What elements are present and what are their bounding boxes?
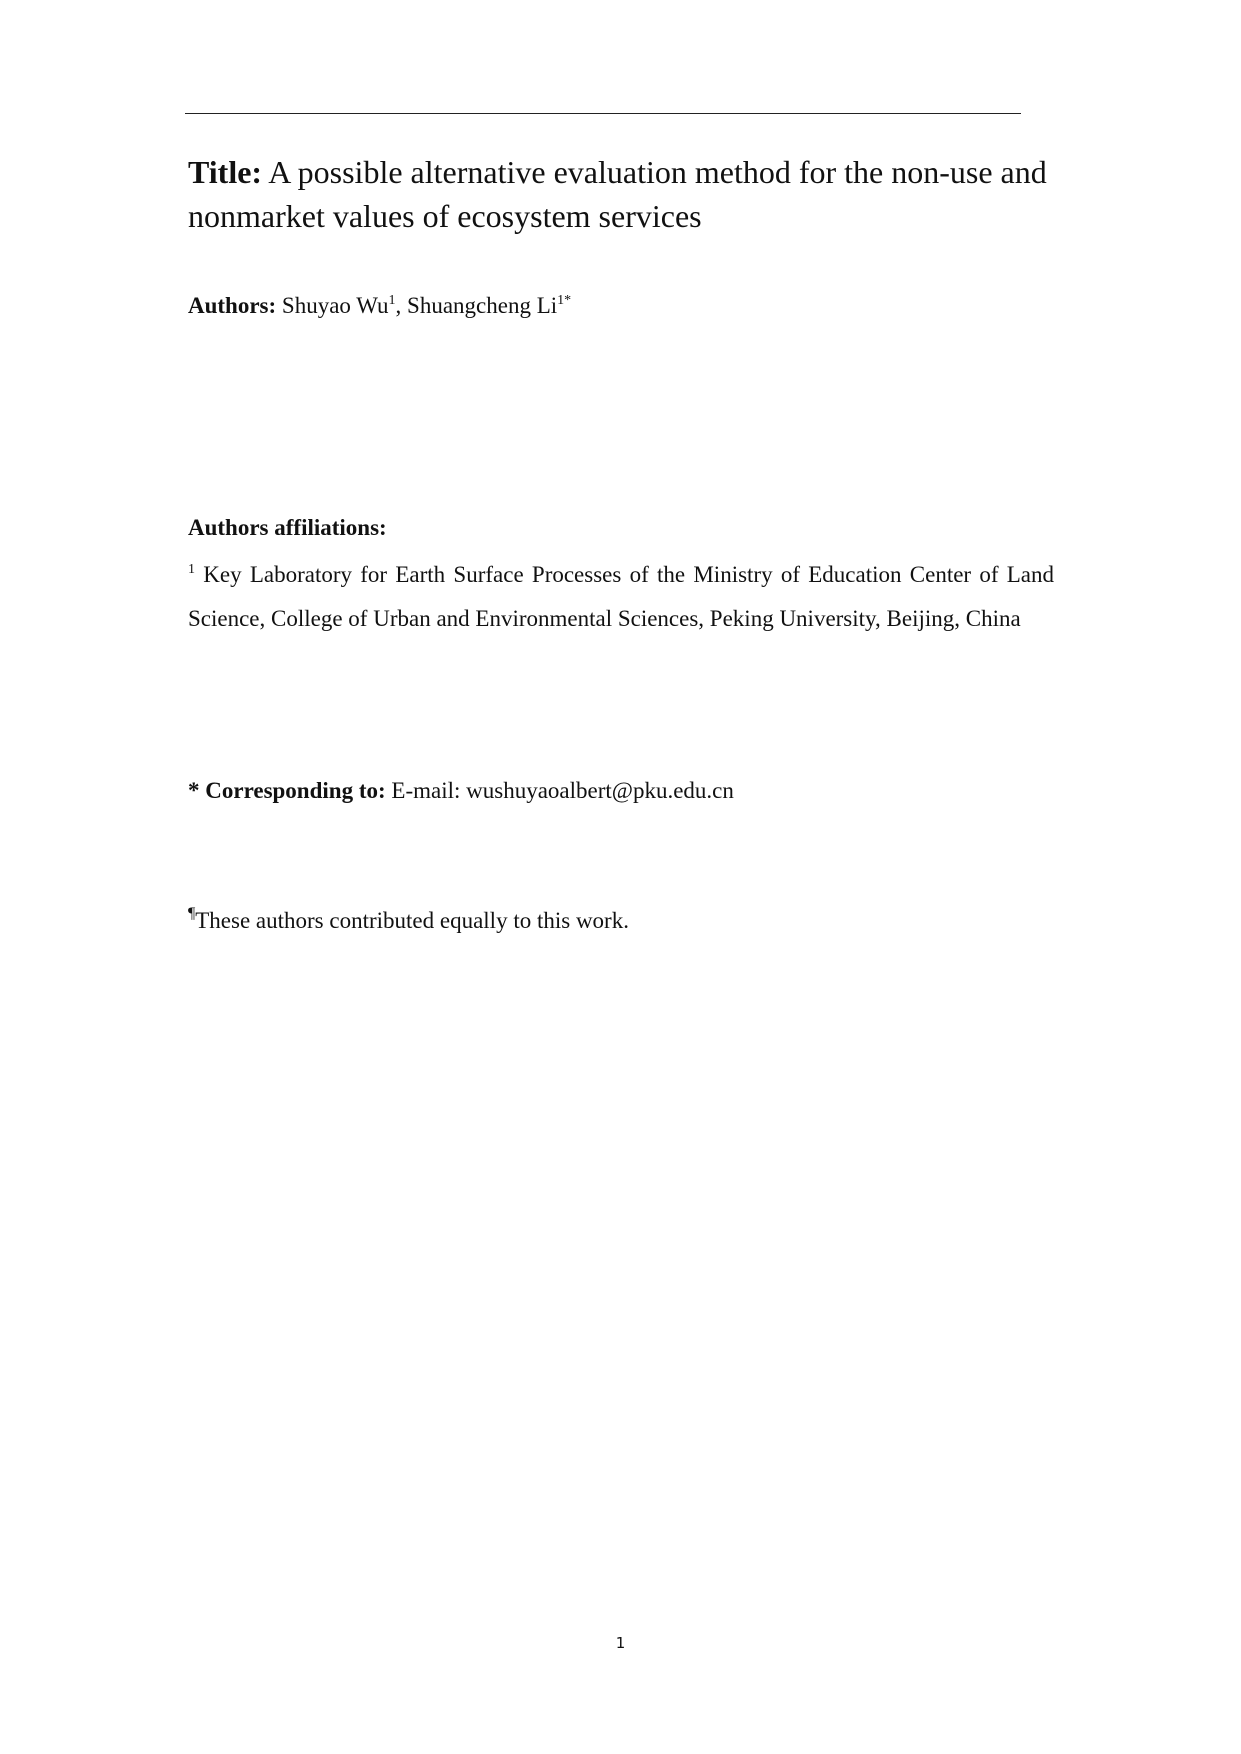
authors-line	[188, 290, 571, 322]
corresponding-email: E-mail: wushuyaoalbert@pku.edu.cn	[391, 778, 734, 803]
corresponding-label: * Corresponding to:	[188, 778, 386, 803]
affiliation-marker: 1	[188, 562, 195, 577]
author-2-affiliation-mark: 1*	[557, 293, 572, 308]
title-text: A possible alternative evaluation method for the non-use and nonmarket values of ecosystem services	[188, 154, 1047, 234]
page-number: 1	[615, 1634, 626, 1652]
authors-label: Authors:	[188, 293, 277, 318]
title-label: Title:	[188, 154, 263, 190]
author-2-name: Shuangcheng Li	[407, 293, 558, 318]
authors-separator: ,	[395, 293, 402, 318]
author-1-affiliation-mark: 1	[388, 293, 396, 308]
pilcrow-symbol: ¶	[188, 905, 196, 922]
equal-contribution-text: These authors contributed equally to this work.	[195, 908, 629, 933]
affiliation-text: Key Laboratory for Earth Surface Processes of the Ministry of Education Center of Land Science, College of Urban and Environmental Sciences, Peking University, Beijing, China	[188, 562, 1055, 631]
author-1-name: Shuyao Wu	[281, 293, 389, 318]
paper-title	[188, 150, 1068, 238]
corresponding-author-line	[188, 775, 734, 807]
header-rule	[185, 113, 1021, 114]
equal-contribution-note	[188, 905, 629, 937]
affiliations-heading: Authors affiliations:	[188, 515, 387, 540]
affiliation-1	[188, 553, 1054, 641]
